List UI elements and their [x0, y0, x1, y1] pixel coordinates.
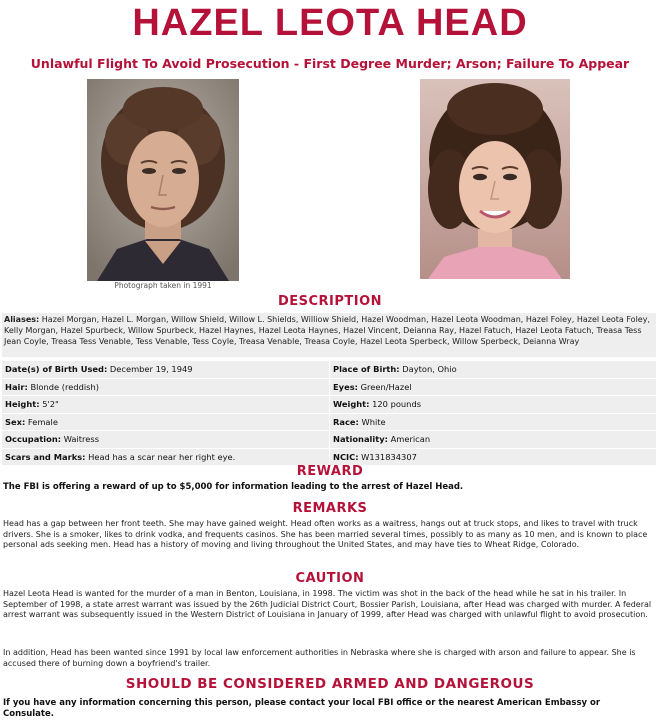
- field-label: Race:: [333, 416, 359, 427]
- caution-paragraph-2: In addition, Head has been wanted since 1991 by local law enforcement authorities in Nebraska where she is charged with arson and failure to appear. She is accused there of burning down a boyfriend's trailer.: [3, 648, 636, 668]
- table-row: [2, 449, 656, 466]
- dob-cell: [2, 361, 329, 378]
- field-value: W131834307: [361, 451, 417, 462]
- remarks-text: Head has a gap between her front teeth. She may have gained weight. Head often works as a waitress, hangs out at truck stops, and likes to travel with truck drivers. She is a smoker, likes to drink vodka, and frequents casinos. She has been married several times, possibly to as many as 10 men, and is known to place personal ads seeking men. Head has a history of moving and living throughout the United States, and may have ties to Wheat Ridge, Colorado.: [3, 519, 648, 550]
- place-of-birth-cell: [329, 361, 656, 378]
- reward-heading: REWARD: [296, 464, 364, 479]
- table-row: [2, 414, 656, 431]
- nationality-cell: [329, 431, 656, 448]
- field-label: Scars and Marks:: [5, 451, 86, 462]
- reward-text: The FBI is offering a reward of up to $5,000 for information leading to the arrest of Hazel Head.: [3, 482, 464, 492]
- suspect-photo-2: [420, 79, 570, 279]
- field-label: NCIC:: [333, 451, 359, 462]
- caution-paragraph-1: Hazel Leota Head is wanted for the murder of a man in Benton, Louisiana, in 1998. The victim was shot in the back of the head while he sat in his trailer. In September of 1998, a state arrest warrant was issued by the 26th Judicial District Court, Bossier Parish, Louisiana, after Head was charged with murder. A federal arrest warrant was subsequently issued in the Western District of Louisiana in January of 1999, after Head was charged with unlawful flight to avoid prosecution.: [3, 589, 652, 620]
- table-row: [2, 379, 656, 396]
- sex-cell: [2, 414, 329, 431]
- remarks-heading: REMARKS: [292, 501, 368, 516]
- eyes-cell: [329, 379, 656, 396]
- contact-instructions: If you have any information concerning this person, please contact your local FBI office or the nearest American Embassy or Consulate.: [3, 698, 601, 719]
- field-value: December 19, 1949: [109, 364, 193, 374]
- field-label: Weight:: [333, 399, 370, 409]
- ncic-cell: [329, 449, 656, 466]
- caution-heading: CAUTION: [295, 571, 365, 586]
- field-value: Waitress: [63, 434, 100, 444]
- field-value: Head has a scar near her right eye.: [88, 451, 236, 462]
- field-label: Hair:: [5, 381, 28, 392]
- field-label: Place of Birth:: [333, 364, 400, 374]
- aliases-block: [2, 313, 656, 357]
- hair-cell: [2, 379, 329, 396]
- occupation-cell: [2, 431, 329, 448]
- field-value: American: [390, 434, 431, 444]
- field-label: Sex:: [5, 416, 26, 427]
- field-value: White: [361, 416, 386, 427]
- field-label: Eyes:: [333, 381, 358, 392]
- weight-cell: [329, 396, 656, 413]
- photo-caption: Photograph taken in 1991: [114, 281, 212, 290]
- field-value: Dayton, Ohio: [402, 364, 457, 374]
- aliases-label: Aliases:: [4, 315, 40, 324]
- armed-dangerous-heading: SHOULD BE CONSIDERED ARMED AND DANGEROUS: [125, 676, 535, 692]
- table-row: [2, 396, 656, 413]
- field-label: Occupation:: [5, 434, 62, 444]
- field-label: Height:: [5, 399, 40, 409]
- table-row: [2, 361, 656, 378]
- field-value: 5'2": [42, 399, 59, 409]
- table-row: [2, 431, 656, 448]
- suspect-photo-1991: [87, 79, 239, 281]
- field-label: Nationality:: [333, 434, 388, 444]
- field-value: Green/Hazel: [360, 381, 412, 392]
- field-value: 120 pounds: [372, 399, 422, 409]
- description-heading: DESCRIPTION: [277, 294, 383, 309]
- field-label: Date(s) of Birth Used:: [5, 364, 108, 374]
- height-cell: [2, 396, 329, 413]
- description-table: [2, 361, 656, 466]
- charges-subtitle: Unlawful Flight To Avoid Prosecution - First Degree Murder; Arson; Failure To Appear: [30, 56, 630, 71]
- race-cell: [329, 414, 656, 431]
- scars-cell: [2, 449, 329, 466]
- poster-title: HAZEL LEOTA HEAD: [132, 2, 528, 44]
- field-value: Female: [27, 416, 58, 427]
- field-value: Blonde (reddish): [30, 381, 100, 392]
- aliases-text: Hazel Morgan, Hazel L. Morgan, Willow Shield, Willow L. Shields, Williow Shield, Hazel Woodman, Hazel Leota Woodman, Hazel Foley, Hazel Leota Foley, Kelly Morgan, Hazel Spurbeck, Willow Spurbeck, Hazel Haynes, Hazel Leota Haynes, Hazel Vincent, Deianna Ray, Hazel Fatuch, Hazel Leota Fatuch, Treasa Tess Jean Coyle, Treasa Tess Venable, Tess Venable, Tess Coyle, Treasa Venable, Treasa Coyle, Hazel Leota Sperbeck, Willow Sperbeck, Deianna Wray: [4, 315, 650, 346]
